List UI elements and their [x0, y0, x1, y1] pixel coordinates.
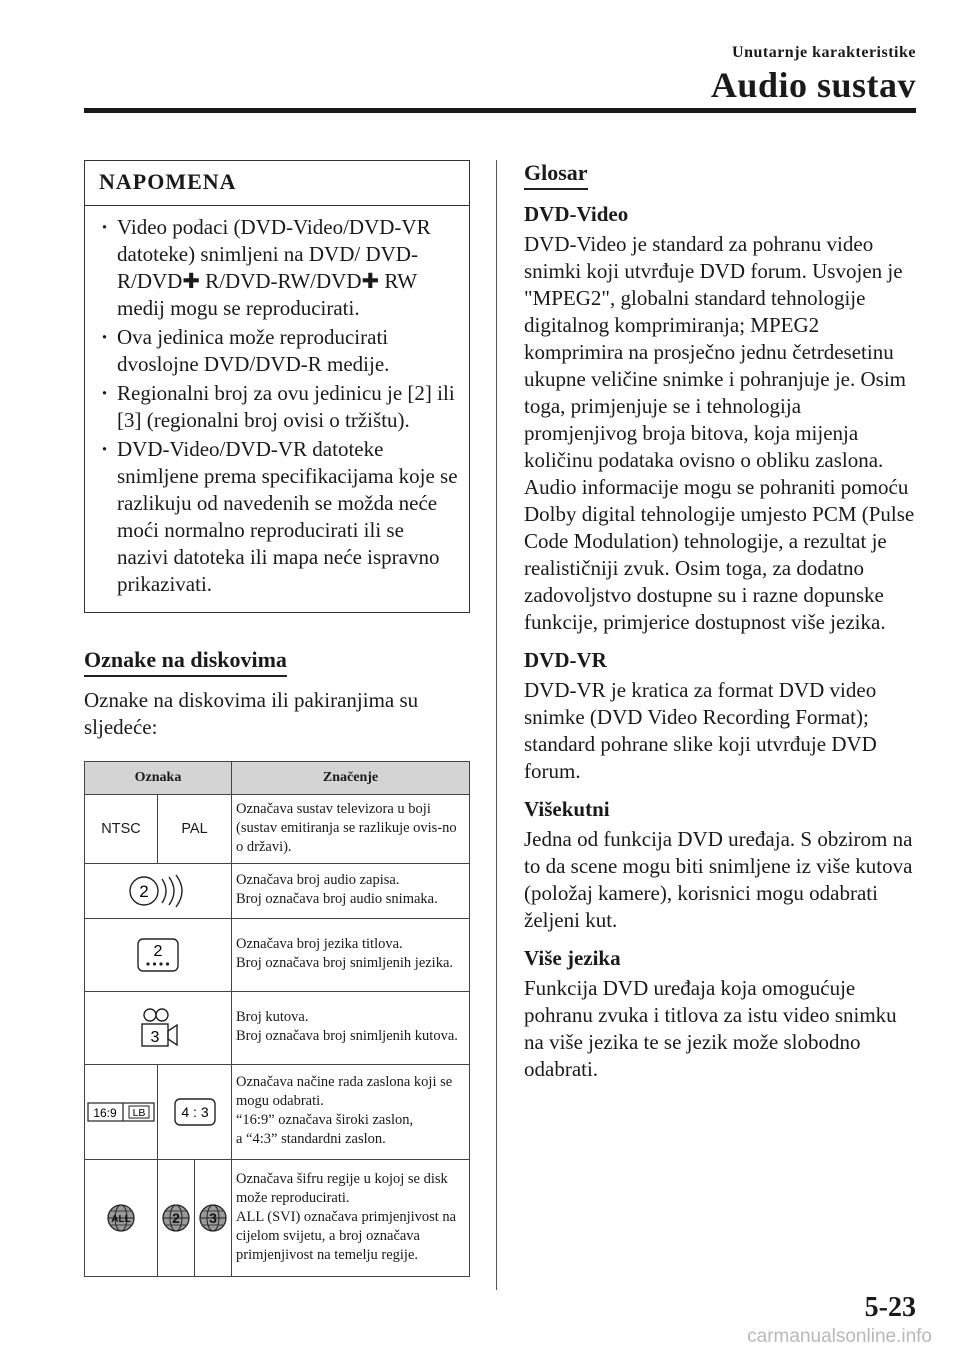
mark-region-2	[158, 1160, 195, 1277]
mark-subtitles	[85, 919, 232, 992]
region-mark-label: 3	[209, 1210, 217, 1226]
glossary-term: Više jezika	[524, 946, 621, 970]
mark-standard-screen	[158, 1065, 232, 1160]
wide-mark-label: 16:9	[93, 1106, 117, 1120]
subtitle-mark-digit: 2	[153, 943, 163, 960]
meaning-line: Označava broj audio zapisa.	[236, 872, 400, 888]
audio-tracks-icon	[126, 873, 190, 909]
standard-screen-icon	[172, 1096, 218, 1128]
region-globe-icon	[106, 1203, 136, 1233]
meaning-screen-mode	[232, 1065, 470, 1160]
meaning-line: Označava šifru regije u kojoj se disk može reproducirati.	[236, 1170, 448, 1206]
meaning-line: Broj označava broj snimljenih jezika.	[236, 955, 454, 971]
table-row-subtitles	[85, 919, 470, 992]
note-item: · DVD-Video/DVD-VR datoteke snimljene prema specifikacijama koje se razlikuju od navedenih se možda neće moći normalno reproducirati ili se nazivi datoteka ili mapa neće ispravno prikazivati.	[99, 436, 459, 598]
meaning-line: Broj označava broj snimljenih kutova.	[236, 1028, 458, 1044]
glossary-heading: Glosar	[524, 160, 588, 190]
meaning-line: ALL (SVI) označava primjenjivost na cijelom svijetu, a broj označava primjenjivost na temelju regije.	[236, 1208, 457, 1263]
meaning-region	[232, 1160, 470, 1277]
table-row-audio	[85, 864, 470, 919]
col-meaning-header: Značenje	[232, 762, 470, 795]
region-mark-label: 2	[172, 1210, 180, 1226]
glossary-entry	[524, 797, 916, 934]
glossary-text: Funkcija DVD uređaja koja omogućuje pohranu zvuka i titlova za istu video snimku na više jezika te se jezik može slobodno odabrati.	[524, 976, 897, 1081]
column-divider	[496, 160, 497, 1290]
angle-mark-digit: 3	[150, 1029, 160, 1046]
watermark: carmanualsonline.info	[747, 1326, 932, 1347]
mark-region-3	[195, 1160, 232, 1277]
header-section: Unutarnje karakteristike	[732, 44, 916, 61]
left-column	[84, 160, 470, 1277]
mark-region-all	[85, 1160, 158, 1277]
disc-marks-heading: Oznake na diskovima	[84, 647, 287, 677]
note-item: · Ova jedinica može reproducirati dvoslojne DVD/DVD-R medije.	[99, 324, 459, 378]
meaning-line: Broj kutova.	[236, 1009, 309, 1025]
table-row-region	[85, 1160, 470, 1277]
glossary-text: DVD-Video je standard za pohranu video snimki koji utvrđuje DVD forum. Usvojen je "MPEG2", globalni standard tehnologije digitalnog komprimiranja; MPEG2 komprimira na prosječno jednu četrdesetinu ukupne veličine snimke i pohranjuje je. Osim toga, primjenjuje se i tehnologija promjenjivog broja bitova, koja mijenja količinu podataka ovisno o obliku zaslona. Audio informacije mogu se pohraniti pomoću Dolby digital tehnologije umjesto PCM (Pulse Code Modulation) tehnologije, a rezultat je realističniji zvuk. Osim toga, za dodatno zadovoljstvo dostupne su i razne dopunske funkcije, primjerice dostupnost više jezika.	[524, 232, 915, 634]
page-number: 5-23	[864, 1292, 916, 1323]
meaning-line: Označava načine rada zaslona koji se mogu odabrati.	[236, 1074, 453, 1109]
page-title: Audio sustav	[710, 65, 916, 105]
glossary-text: DVD-VR je kratica za format DVD video snimke (DVD Video Recording Format); standard pohrane slike koji utvrđuje DVD forum.	[524, 678, 877, 783]
glossary-term: DVD-VR	[524, 648, 607, 672]
meaning-line: a “4:3” standardni zaslon.	[236, 1131, 386, 1147]
note-item: · Video podaci (DVD-Video/DVD-VR datoteke) snimljeni na DVD/ DVD-R/DVD✚ R/DVD-RW/DVD✚ RW medij mogu se reproducirati.	[99, 214, 459, 322]
glossary-term: DVD-Video	[524, 202, 629, 226]
meaning-subtitles	[232, 919, 470, 992]
meaning-line: “16:9” označava široki zaslon,	[236, 1112, 414, 1128]
region-globe-icon	[161, 1203, 191, 1233]
disc-marks-intro: Oznake na diskovima ili pakiranjima su sljedeće:	[84, 688, 419, 739]
table-row-screen-mode	[85, 1065, 470, 1160]
note-item: · Regionalni broj za ovu jedinicu je [2] ili [3] (regionalni broj ovisi o tržištu).	[99, 380, 459, 434]
wide-screen-icon	[87, 1101, 155, 1123]
table-header-row	[85, 762, 470, 795]
audio-mark-digit: 2	[139, 882, 149, 901]
mark-angles	[85, 992, 232, 1065]
glossary-text: Jedna od funkcija DVD uređaja. S obzirom na to da scene mogu biti snimljene iz više kutova (položaj kamere), korisnici mogu odabrati željeni kut.	[524, 827, 913, 932]
meaning-line: Broj označava broj audio snimaka.	[236, 891, 438, 907]
camera-angle-icon	[135, 1006, 181, 1050]
subtitles-icon	[135, 936, 181, 974]
glossary-term: Višekutni	[524, 797, 610, 821]
meaning-angles	[232, 992, 470, 1065]
standard-mark-label: 4 : 3	[180, 1104, 209, 1120]
region-globe-icon	[198, 1203, 228, 1233]
letterbox-mark-label: LB	[132, 1107, 146, 1119]
right-column	[524, 160, 916, 1083]
meaning-tv-system: Označava sustav televizora u boji (sustav emitiranja se razlikuje ovis-no o državi).	[232, 795, 470, 864]
mark-audio	[85, 864, 232, 919]
disc-marks-table	[84, 761, 470, 1277]
header-rule	[84, 108, 916, 113]
col-mark-header: Oznaka	[85, 762, 232, 795]
note-box	[84, 160, 470, 613]
meaning-line: Označava broj jezika titlova.	[236, 936, 403, 952]
mark-pal: PAL	[158, 795, 232, 864]
glossary-entry	[524, 648, 916, 785]
glossary-entry	[524, 946, 916, 1083]
note-title: NAPOMENA	[85, 161, 469, 206]
table-row-angles	[85, 992, 470, 1065]
mark-wide-screen	[85, 1065, 158, 1160]
region-mark-label: ALL	[111, 1214, 131, 1225]
meaning-audio	[232, 864, 470, 919]
glossary-entry	[524, 202, 916, 636]
mark-ntsc: NTSC	[85, 795, 158, 864]
note-list	[85, 206, 469, 612]
table-row-tv-system	[85, 795, 470, 864]
